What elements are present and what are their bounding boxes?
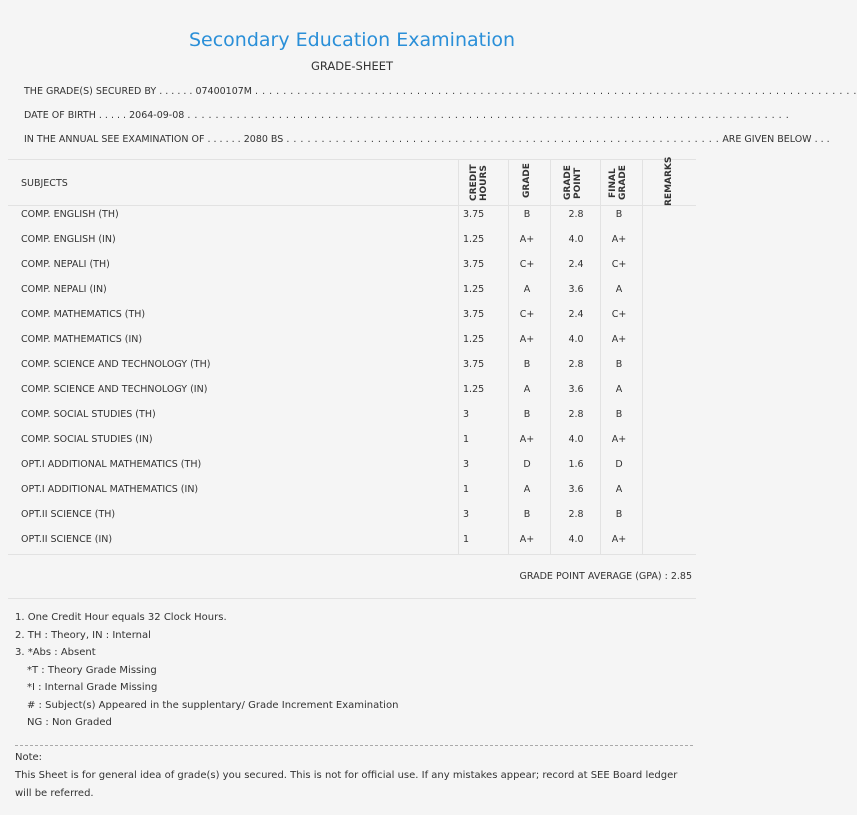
subject-name: OPT.II SCIENCE (IN) bbox=[21, 534, 113, 545]
disclaimer-note bbox=[15, 745, 693, 803]
final-grade: D bbox=[615, 459, 623, 470]
final-grade: A+ bbox=[611, 434, 627, 445]
table-row bbox=[8, 377, 696, 402]
dot-leader: . . . . . . . . . . . . . . . . . . . . . . . . . . . . . . . . . . . . . . . . . . . . . . . . . . . . . . . . . . . . . . bbox=[286, 134, 720, 145]
note-item: *I : Internal Grade Missing bbox=[27, 682, 158, 693]
note-item: 2. TH : Theory, IN : Internal bbox=[15, 629, 151, 641]
grade: B bbox=[523, 409, 531, 420]
credit-hours: 1 bbox=[463, 484, 470, 495]
grade-point: 2.4 bbox=[568, 259, 584, 270]
grade-point: 1.6 bbox=[568, 459, 584, 470]
credit-hours: 3.75 bbox=[463, 359, 485, 370]
legend-notes bbox=[15, 609, 398, 732]
note-label: Note: bbox=[15, 752, 43, 763]
final-grade: A+ bbox=[611, 534, 627, 545]
grade: C+ bbox=[519, 309, 535, 320]
dot-leader: . . . . . . . . . . . . . . . . . . . . . . . . . . . . . . . . . . . . . . . . . . . . . . . . . . . . . . . . . . . . . . . . . . . . . . . . . . . . . . . . . . . . . . bbox=[187, 110, 790, 121]
grade-point: 3.6 bbox=[568, 284, 584, 295]
subject-name: COMP. SCIENCE AND TECHNOLOGY (IN) bbox=[21, 384, 208, 395]
grade: A+ bbox=[519, 434, 535, 445]
credit-hours: 3 bbox=[463, 409, 470, 420]
final-grade: B bbox=[615, 359, 623, 370]
exam-label: IN THE ANNUAL SEE EXAMINATION OF . . . . . . bbox=[24, 134, 241, 145]
grade: C+ bbox=[519, 259, 535, 270]
page-title: Secondary Education Examination bbox=[188, 29, 516, 51]
grade-point: 4.0 bbox=[568, 234, 584, 245]
dob-label: DATE OF BIRTH . . . . . bbox=[24, 110, 127, 121]
final-grade: A bbox=[615, 384, 623, 395]
final-grade: A bbox=[615, 284, 623, 295]
table-row bbox=[8, 352, 696, 377]
final-grade: B bbox=[615, 209, 623, 220]
grade-point: 4.0 bbox=[568, 334, 584, 345]
grade: A+ bbox=[519, 234, 535, 245]
grade: B bbox=[523, 359, 531, 370]
subject-name: COMP. MATHEMATICS (IN) bbox=[21, 334, 143, 345]
subject-name: OPT.II SCIENCE (TH) bbox=[21, 509, 116, 520]
table-row bbox=[8, 427, 696, 452]
exam-line bbox=[24, 134, 830, 145]
subject-name: COMP. SCIENCE AND TECHNOLOGY (TH) bbox=[21, 359, 211, 370]
grade: B bbox=[523, 509, 531, 520]
credit-hours: 3.75 bbox=[463, 309, 485, 320]
credit-hours: 3 bbox=[463, 509, 470, 520]
subject-name: COMP. SOCIAL STUDIES (TH) bbox=[21, 409, 156, 420]
table-row bbox=[8, 402, 696, 427]
credit-hours: 1 bbox=[463, 434, 470, 445]
credit-hours: 3.75 bbox=[463, 259, 485, 270]
grade-secured-line bbox=[24, 86, 857, 97]
divider bbox=[8, 598, 696, 599]
given-below: ARE GIVEN BELOW . . . bbox=[722, 134, 830, 145]
grade-point-header: GRADE POINT bbox=[563, 165, 583, 201]
credit-hours: 3 bbox=[463, 459, 470, 470]
note-item: 3. *Abs : Absent bbox=[15, 647, 96, 658]
table-row bbox=[8, 327, 696, 352]
exam-year: 2080 BS bbox=[243, 134, 284, 145]
grade: A+ bbox=[519, 534, 535, 545]
grade-sheet bbox=[8, 0, 857, 815]
grade-point: 4.0 bbox=[568, 434, 584, 445]
subject-name: COMP. NEPALI (IN) bbox=[21, 284, 107, 295]
dob-line bbox=[24, 110, 790, 121]
final-grade: A+ bbox=[611, 234, 627, 245]
credit-hours: 1.25 bbox=[463, 234, 485, 245]
table-row bbox=[8, 302, 696, 327]
subject-name: COMP. SOCIAL STUDIES (IN) bbox=[21, 434, 153, 445]
note-item: 1. One Credit Hour equals 32 Clock Hours. bbox=[15, 612, 227, 623]
subject-name: OPT.I ADDITIONAL MATHEMATICS (TH) bbox=[21, 459, 202, 470]
grade-point: 2.4 bbox=[568, 309, 584, 320]
grade-point: 2.8 bbox=[568, 209, 584, 220]
final-grade: B bbox=[615, 409, 623, 420]
dot-leader: . . . . . . . . . . . . . . . . . . . . . . . . . . . . . . . . . . . . . . . . . . . . . . . . . . . . . . . . . . . . . . . . . . . . . . . . . . . . . . . . . . . . . . bbox=[255, 86, 857, 97]
table-row bbox=[8, 202, 696, 227]
divider bbox=[8, 159, 696, 160]
credit-hours-header: CREDIT HOURS bbox=[469, 164, 489, 201]
final-grade: A bbox=[615, 484, 623, 495]
final-grade: B bbox=[615, 509, 623, 520]
credit-hours: 1.25 bbox=[463, 384, 485, 395]
gpa-summary: GRADE POINT AVERAGE (GPA) : 2.85 bbox=[519, 571, 692, 582]
note-item: NG : Non Graded bbox=[27, 717, 112, 728]
grade-point: 2.8 bbox=[568, 359, 584, 370]
final-grade: C+ bbox=[611, 309, 627, 320]
final-grade: A+ bbox=[611, 334, 627, 345]
subject-name: OPT.I ADDITIONAL MATHEMATICS (IN) bbox=[21, 484, 199, 495]
credit-hours: 3.75 bbox=[463, 209, 485, 220]
grade: B bbox=[523, 209, 531, 220]
grade-point: 3.6 bbox=[568, 484, 584, 495]
table-row bbox=[8, 502, 696, 527]
grade-point: 2.8 bbox=[568, 409, 584, 420]
table-row bbox=[8, 477, 696, 502]
table-row bbox=[8, 527, 696, 552]
credit-hours: 1.25 bbox=[463, 334, 485, 345]
grade-point: 4.0 bbox=[568, 534, 584, 545]
grade: A+ bbox=[519, 334, 535, 345]
table-row bbox=[8, 227, 696, 252]
dob-value: 2064-09-08 bbox=[129, 110, 185, 121]
grade-point: 2.8 bbox=[568, 509, 584, 520]
grade-point: 3.6 bbox=[568, 384, 584, 395]
page-subtitle: GRADE-SHEET bbox=[310, 59, 394, 73]
grade: D bbox=[523, 459, 531, 470]
subject-name: COMP. NEPALI (TH) bbox=[21, 259, 110, 270]
subject-name: COMP. ENGLISH (IN) bbox=[21, 234, 116, 245]
credit-hours: 1.25 bbox=[463, 284, 485, 295]
final-grade: C+ bbox=[611, 259, 627, 270]
table-row bbox=[8, 277, 696, 302]
symbol-number: 07400107M bbox=[195, 86, 253, 97]
grade: A bbox=[523, 484, 531, 495]
subjects-header: SUBJECTS bbox=[21, 178, 68, 189]
remarks-header: REMARKS bbox=[664, 156, 674, 206]
credit-hours: 1 bbox=[463, 534, 470, 545]
grade-header: GRADE bbox=[522, 163, 532, 198]
subject-name: COMP. MATHEMATICS (TH) bbox=[21, 309, 146, 320]
grade: A bbox=[523, 284, 531, 295]
note-item: *T : Theory Grade Missing bbox=[27, 664, 157, 676]
note-text: This Sheet is for general idea of grade(s) you secured. This is not for official use. If any mistakes appear; record at SEE Board ledger will be referred. bbox=[15, 770, 678, 799]
note-item: # : Subject(s) Appeared in the supplentary/ Grade Increment Examination bbox=[27, 699, 399, 711]
grade-secured-label: THE GRADE(S) SECURED BY . . . . . . bbox=[24, 86, 193, 97]
subject-name: COMP. ENGLISH (TH) bbox=[21, 209, 119, 220]
divider bbox=[8, 554, 696, 555]
grade: A bbox=[523, 384, 531, 395]
table-row bbox=[8, 252, 696, 277]
final-grade-header: FINAL GRADE bbox=[608, 165, 628, 201]
table-row bbox=[8, 452, 696, 477]
